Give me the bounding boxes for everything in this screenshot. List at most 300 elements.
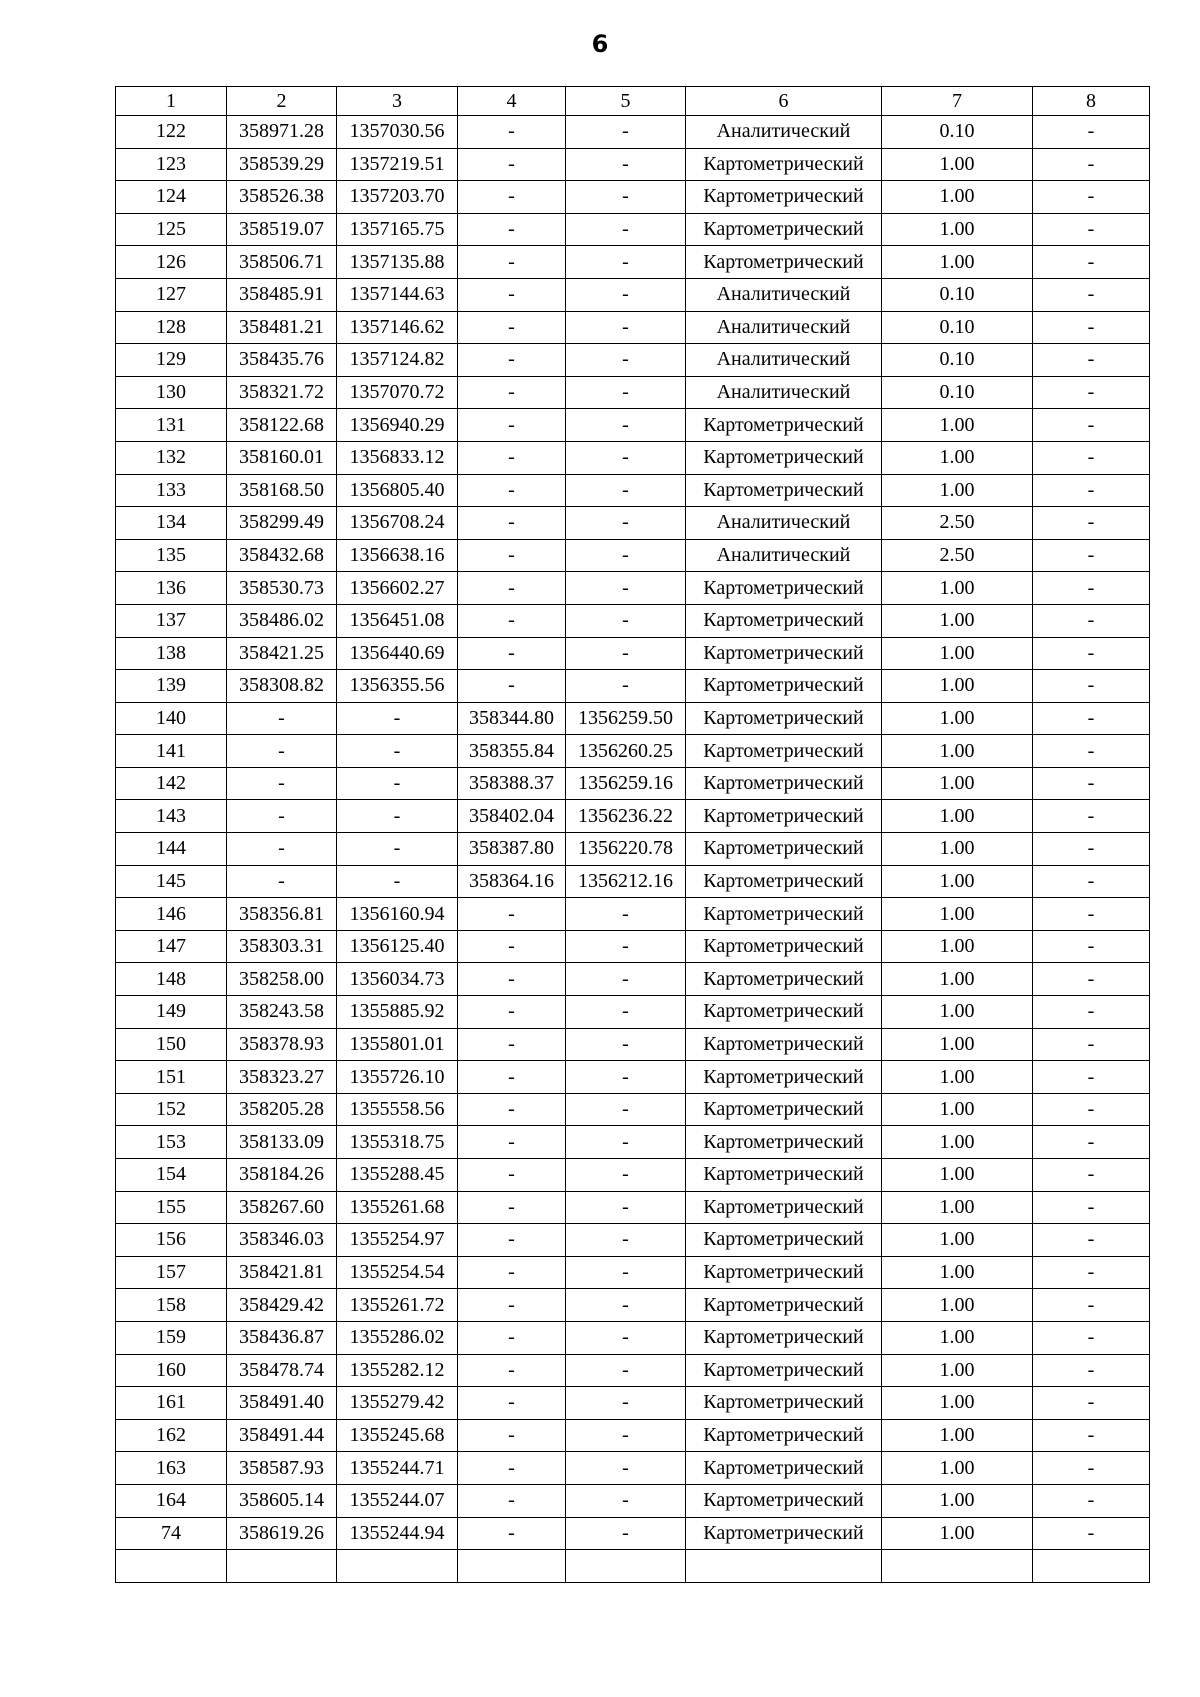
- table-cell: -: [458, 898, 566, 931]
- table-cell: 358168.50: [227, 474, 337, 507]
- table-cell: Картометрический: [686, 604, 882, 637]
- table-cell: -: [1033, 833, 1150, 866]
- table-cell: [227, 1550, 337, 1583]
- table-cell: -: [1033, 1224, 1150, 1257]
- table-cell: 1.00: [882, 1191, 1033, 1224]
- table-cell: 133: [116, 474, 227, 507]
- table-cell: 160: [116, 1354, 227, 1387]
- table-cell: 1.00: [882, 767, 1033, 800]
- table-row: [116, 767, 1150, 800]
- table-cell: -: [458, 1321, 566, 1354]
- table-cell: 132: [116, 441, 227, 474]
- table-row: [116, 637, 1150, 670]
- table-cell: 1.00: [882, 833, 1033, 866]
- table-cell: 2.50: [882, 507, 1033, 540]
- table-cell: 1357135.88: [337, 246, 458, 279]
- table-cell: 1.00: [882, 637, 1033, 670]
- column-header: 1: [116, 87, 227, 116]
- table-cell: 358160.01: [227, 441, 337, 474]
- table-cell: Картометрический: [686, 1419, 882, 1452]
- table-row: [116, 865, 1150, 898]
- table-cell: 1356259.16: [566, 767, 686, 800]
- column-header: 5: [566, 87, 686, 116]
- table-cell: -: [337, 702, 458, 735]
- table-cell: 358619.26: [227, 1517, 337, 1550]
- table-cell: 159: [116, 1321, 227, 1354]
- table-cell: [116, 1550, 227, 1583]
- table-cell: [882, 1550, 1033, 1583]
- table-cell: 125: [116, 213, 227, 246]
- table-cell: 0.10: [882, 278, 1033, 311]
- table-cell: Картометрический: [686, 670, 882, 703]
- table-cell: -: [1033, 1159, 1150, 1192]
- table-cell: 358258.00: [227, 963, 337, 996]
- table-row: [116, 1517, 1150, 1550]
- table-cell: -: [1033, 930, 1150, 963]
- table-row: [116, 1256, 1150, 1289]
- table-cell: 155: [116, 1191, 227, 1224]
- table-cell: 358486.02: [227, 604, 337, 637]
- table-cell: 161: [116, 1387, 227, 1420]
- table-cell: 1.00: [882, 1093, 1033, 1126]
- table-cell: -: [1033, 1354, 1150, 1387]
- table-cell: Картометрический: [686, 246, 882, 279]
- table-cell: 1357203.70: [337, 181, 458, 214]
- table-cell: -: [566, 996, 686, 1029]
- table-cell: Аналитический: [686, 344, 882, 377]
- table-cell: 1355286.02: [337, 1321, 458, 1354]
- table-cell: 1356602.27: [337, 572, 458, 605]
- table-cell: 1.00: [882, 1354, 1033, 1387]
- table-row: [116, 1061, 1150, 1094]
- table-cell: -: [1033, 539, 1150, 572]
- table-row: [116, 1321, 1150, 1354]
- page-number: 6: [591, 30, 609, 58]
- table-cell: -: [1033, 148, 1150, 181]
- table-cell: -: [566, 1452, 686, 1485]
- table-cell: -: [458, 1159, 566, 1192]
- table-cell: -: [1033, 1256, 1150, 1289]
- table-cell: -: [458, 1126, 566, 1159]
- table-cell: 1.00: [882, 1419, 1033, 1452]
- table-cell: -: [566, 1093, 686, 1126]
- table-row: [116, 1159, 1150, 1192]
- table-cell: 358184.26: [227, 1159, 337, 1192]
- table-cell: Картометрический: [686, 1028, 882, 1061]
- table-cell: -: [566, 181, 686, 214]
- table-cell: 163: [116, 1452, 227, 1485]
- table-cell: -: [1033, 670, 1150, 703]
- table-cell: 1.00: [882, 441, 1033, 474]
- table-cell: Картометрический: [686, 1354, 882, 1387]
- table-cell: -: [458, 441, 566, 474]
- table-cell: 122: [116, 116, 227, 149]
- table-cell: -: [458, 1256, 566, 1289]
- table-cell: 358402.04: [458, 800, 566, 833]
- table-cell: 1355318.75: [337, 1126, 458, 1159]
- table-cell: [1033, 1550, 1150, 1583]
- table-cell: -: [458, 1387, 566, 1420]
- table-cell: -: [337, 800, 458, 833]
- table-cell: 358243.58: [227, 996, 337, 1029]
- table-row: [116, 1484, 1150, 1517]
- table-cell: 1.00: [882, 1484, 1033, 1517]
- table-row: [116, 148, 1150, 181]
- table-cell: Картометрический: [686, 1126, 882, 1159]
- table-cell: -: [1033, 800, 1150, 833]
- table-cell: 152: [116, 1093, 227, 1126]
- table-cell: -: [566, 344, 686, 377]
- table-header-row: [116, 87, 1150, 116]
- table-cell: 358303.31: [227, 930, 337, 963]
- table-cell: -: [566, 116, 686, 149]
- table-cell: 1355261.68: [337, 1191, 458, 1224]
- table-cell: Картометрический: [686, 1159, 882, 1192]
- table-cell: -: [337, 735, 458, 768]
- table-cell: 123: [116, 148, 227, 181]
- table-cell: 1.00: [882, 246, 1033, 279]
- table-cell: Картометрический: [686, 474, 882, 507]
- table-cell: 1356212.16: [566, 865, 686, 898]
- table-cell: -: [458, 1191, 566, 1224]
- table-cell: 1356220.78: [566, 833, 686, 866]
- table-cell: -: [1033, 376, 1150, 409]
- table-cell: 358378.93: [227, 1028, 337, 1061]
- table-cell: -: [458, 409, 566, 442]
- table-cell: 1.00: [882, 409, 1033, 442]
- table-cell: -: [337, 865, 458, 898]
- table-cell: -: [458, 474, 566, 507]
- table-cell: -: [566, 507, 686, 540]
- table-cell: 358122.68: [227, 409, 337, 442]
- table-cell: -: [458, 1061, 566, 1094]
- table-cell: 144: [116, 833, 227, 866]
- table-cell: 141: [116, 735, 227, 768]
- table-cell: -: [1033, 963, 1150, 996]
- table-cell: [566, 1550, 686, 1583]
- table-cell: 1355261.72: [337, 1289, 458, 1322]
- table-cell: 1357219.51: [337, 148, 458, 181]
- table-cell: 358481.21: [227, 311, 337, 344]
- table-cell: -: [227, 767, 337, 800]
- table-cell: Картометрический: [686, 1289, 882, 1322]
- table-cell: 1357124.82: [337, 344, 458, 377]
- table-cell: -: [227, 735, 337, 768]
- table-cell: Картометрический: [686, 735, 882, 768]
- table-cell: 358421.25: [227, 637, 337, 670]
- table-cell: 358605.14: [227, 1484, 337, 1517]
- table-cell: -: [458, 539, 566, 572]
- table-row: [116, 1224, 1150, 1257]
- table-cell: 131: [116, 409, 227, 442]
- table-cell: 1356940.29: [337, 409, 458, 442]
- table-cell: 1.00: [882, 1321, 1033, 1354]
- table-cell: -: [227, 800, 337, 833]
- table-cell: -: [337, 767, 458, 800]
- table-cell: 1356805.40: [337, 474, 458, 507]
- table-cell: -: [1033, 1126, 1150, 1159]
- table-cell: 1355801.01: [337, 1028, 458, 1061]
- table-row: [116, 1550, 1150, 1583]
- table-cell: 358432.68: [227, 539, 337, 572]
- table-row: [116, 735, 1150, 768]
- table-cell: -: [458, 1484, 566, 1517]
- table-cell: 358387.80: [458, 833, 566, 866]
- table-cell: -: [458, 1354, 566, 1387]
- table-cell: -: [566, 963, 686, 996]
- table-cell: 1357165.75: [337, 213, 458, 246]
- table-cell: -: [566, 670, 686, 703]
- table-cell: Аналитический: [686, 311, 882, 344]
- table-cell: 1356451.08: [337, 604, 458, 637]
- table-cell: 1.00: [882, 1224, 1033, 1257]
- table-row: [116, 1093, 1150, 1126]
- table-cell: -: [458, 930, 566, 963]
- table-cell: 1.00: [882, 1126, 1033, 1159]
- table-row: [116, 1289, 1150, 1322]
- table-cell: [686, 1550, 882, 1583]
- table-cell: 358429.42: [227, 1289, 337, 1322]
- table-cell: 1356638.16: [337, 539, 458, 572]
- table-cell: -: [337, 833, 458, 866]
- table-cell: 358519.07: [227, 213, 337, 246]
- table-cell: -: [566, 1191, 686, 1224]
- column-header: 8: [1033, 87, 1150, 116]
- table-cell: 358526.38: [227, 181, 337, 214]
- table-cell: 1355244.07: [337, 1484, 458, 1517]
- table-cell: [458, 1550, 566, 1583]
- table-cell: -: [1033, 441, 1150, 474]
- table-cell: -: [566, 311, 686, 344]
- table-cell: -: [566, 1028, 686, 1061]
- table-cell: -: [1033, 1028, 1150, 1061]
- table-cell: 1.00: [882, 735, 1033, 768]
- table-cell: 153: [116, 1126, 227, 1159]
- table-row: [116, 507, 1150, 540]
- table-row: [116, 702, 1150, 735]
- table-cell: 358539.29: [227, 148, 337, 181]
- table-row: [116, 1126, 1150, 1159]
- table-cell: 1.00: [882, 670, 1033, 703]
- table-cell: 129: [116, 344, 227, 377]
- table-cell: 147: [116, 930, 227, 963]
- table-cell: -: [1033, 474, 1150, 507]
- table-cell: Картометрический: [686, 1484, 882, 1517]
- table-cell: [337, 1550, 458, 1583]
- table-cell: Картометрический: [686, 1191, 882, 1224]
- table-cell: -: [566, 213, 686, 246]
- table-cell: -: [1033, 1321, 1150, 1354]
- table-row: [116, 898, 1150, 931]
- table-cell: -: [458, 311, 566, 344]
- table-cell: 157: [116, 1256, 227, 1289]
- column-header: 6: [686, 87, 882, 116]
- table-cell: -: [458, 507, 566, 540]
- table-cell: 138: [116, 637, 227, 670]
- table-row: [116, 800, 1150, 833]
- table-row: [116, 539, 1150, 572]
- table-cell: 1.00: [882, 572, 1033, 605]
- table-cell: 148: [116, 963, 227, 996]
- table-row: [116, 1419, 1150, 1452]
- table-cell: 358506.71: [227, 246, 337, 279]
- table-row: [116, 1452, 1150, 1485]
- table-cell: Картометрический: [686, 996, 882, 1029]
- table-row: [116, 409, 1150, 442]
- table-cell: -: [458, 963, 566, 996]
- table-cell: Аналитический: [686, 278, 882, 311]
- table-cell: 137: [116, 604, 227, 637]
- table-cell: Картометрический: [686, 1321, 882, 1354]
- table-cell: -: [566, 278, 686, 311]
- table-cell: Картометрический: [686, 441, 882, 474]
- table-cell: 136: [116, 572, 227, 605]
- table-cell: 1356236.22: [566, 800, 686, 833]
- table-cell: -: [458, 213, 566, 246]
- table-cell: 128: [116, 311, 227, 344]
- table-cell: -: [458, 637, 566, 670]
- table-cell: -: [227, 865, 337, 898]
- table-cell: 358321.72: [227, 376, 337, 409]
- table-cell: 154: [116, 1159, 227, 1192]
- table-cell: 358299.49: [227, 507, 337, 540]
- table-cell: 0.10: [882, 311, 1033, 344]
- table-cell: 1.00: [882, 1387, 1033, 1420]
- table-cell: 1.00: [882, 1452, 1033, 1485]
- table-cell: Картометрический: [686, 1387, 882, 1420]
- table-cell: -: [566, 898, 686, 931]
- table-cell: Картометрический: [686, 1256, 882, 1289]
- table-cell: 1355245.68: [337, 1419, 458, 1452]
- table-cell: Картометрический: [686, 637, 882, 670]
- table-cell: -: [458, 1452, 566, 1485]
- table-cell: Картометрический: [686, 1224, 882, 1257]
- table-cell: Картометрический: [686, 1452, 882, 1485]
- table-cell: -: [458, 181, 566, 214]
- table-cell: -: [566, 1159, 686, 1192]
- table-cell: 1355558.56: [337, 1093, 458, 1126]
- table-cell: 358587.93: [227, 1452, 337, 1485]
- table-cell: 358308.82: [227, 670, 337, 703]
- table-cell: Картометрический: [686, 833, 882, 866]
- table-cell: 1356260.25: [566, 735, 686, 768]
- table-cell: 0.10: [882, 376, 1033, 409]
- table-cell: 143: [116, 800, 227, 833]
- table-row: [116, 1354, 1150, 1387]
- table-cell: -: [566, 1289, 686, 1322]
- table-row: [116, 311, 1150, 344]
- table-cell: -: [566, 376, 686, 409]
- table-cell: 156: [116, 1224, 227, 1257]
- table-cell: 358205.28: [227, 1093, 337, 1126]
- table-cell: 358355.84: [458, 735, 566, 768]
- table-cell: 358323.27: [227, 1061, 337, 1094]
- table-cell: 1.00: [882, 604, 1033, 637]
- table-cell: 1355885.92: [337, 996, 458, 1029]
- table-cell: 1.00: [882, 963, 1033, 996]
- table-cell: 358346.03: [227, 1224, 337, 1257]
- table-cell: 1.00: [882, 1159, 1033, 1192]
- table-cell: 358364.16: [458, 865, 566, 898]
- table-cell: 1.00: [882, 1517, 1033, 1550]
- table-cell: -: [1033, 865, 1150, 898]
- table-cell: -: [1033, 246, 1150, 279]
- table-row: [116, 963, 1150, 996]
- table-cell: 1.00: [882, 996, 1033, 1029]
- table-cell: 1.00: [882, 1028, 1033, 1061]
- table-cell: 1.00: [882, 148, 1033, 181]
- table-cell: 1355254.54: [337, 1256, 458, 1289]
- table-cell: 1.00: [882, 800, 1033, 833]
- table-cell: -: [1033, 409, 1150, 442]
- table-cell: 1356440.69: [337, 637, 458, 670]
- table-cell: -: [1033, 604, 1150, 637]
- table-cell: -: [1033, 344, 1150, 377]
- column-header: 7: [882, 87, 1033, 116]
- table-cell: -: [1033, 572, 1150, 605]
- table-cell: -: [1033, 1517, 1150, 1550]
- table-row: [116, 344, 1150, 377]
- table-cell: 0.10: [882, 344, 1033, 377]
- table-row: [116, 572, 1150, 605]
- table-cell: -: [1033, 702, 1150, 735]
- table-cell: 146: [116, 898, 227, 931]
- table-cell: 358491.44: [227, 1419, 337, 1452]
- table-cell: -: [458, 148, 566, 181]
- table-cell: -: [1033, 1387, 1150, 1420]
- table-cell: 1.00: [882, 865, 1033, 898]
- table-cell: Картометрический: [686, 181, 882, 214]
- table-cell: 162: [116, 1419, 227, 1452]
- table-cell: -: [1033, 1061, 1150, 1094]
- table-cell: 1355244.71: [337, 1452, 458, 1485]
- table-cell: -: [458, 572, 566, 605]
- table-cell: 1357070.72: [337, 376, 458, 409]
- table-cell: Картометрический: [686, 930, 882, 963]
- table-cell: 358491.40: [227, 1387, 337, 1420]
- table-cell: -: [458, 604, 566, 637]
- table-cell: 1357030.56: [337, 116, 458, 149]
- table-cell: -: [458, 670, 566, 703]
- table-cell: 1.00: [882, 702, 1033, 735]
- table-body: [116, 116, 1150, 1583]
- table-cell: Аналитический: [686, 116, 882, 149]
- table-row: [116, 1387, 1150, 1420]
- table-cell: Картометрический: [686, 767, 882, 800]
- table-cell: 358530.73: [227, 572, 337, 605]
- table-cell: 164: [116, 1484, 227, 1517]
- table-cell: -: [458, 1028, 566, 1061]
- table-cell: 1355288.45: [337, 1159, 458, 1192]
- table-cell: 358421.81: [227, 1256, 337, 1289]
- table-cell: -: [227, 833, 337, 866]
- table-cell: -: [1033, 311, 1150, 344]
- table-cell: 1357144.63: [337, 278, 458, 311]
- table-cell: -: [566, 1321, 686, 1354]
- table-cell: 1.00: [882, 1289, 1033, 1322]
- table-cell: -: [458, 278, 566, 311]
- table-row: [116, 930, 1150, 963]
- table-cell: -: [566, 1387, 686, 1420]
- table-cell: 130: [116, 376, 227, 409]
- table-cell: 1.00: [882, 181, 1033, 214]
- table-cell: 1356125.40: [337, 930, 458, 963]
- table-cell: Картометрический: [686, 898, 882, 931]
- table-cell: -: [458, 1224, 566, 1257]
- table-cell: 158: [116, 1289, 227, 1322]
- table-cell: Картометрический: [686, 963, 882, 996]
- table-cell: -: [458, 996, 566, 1029]
